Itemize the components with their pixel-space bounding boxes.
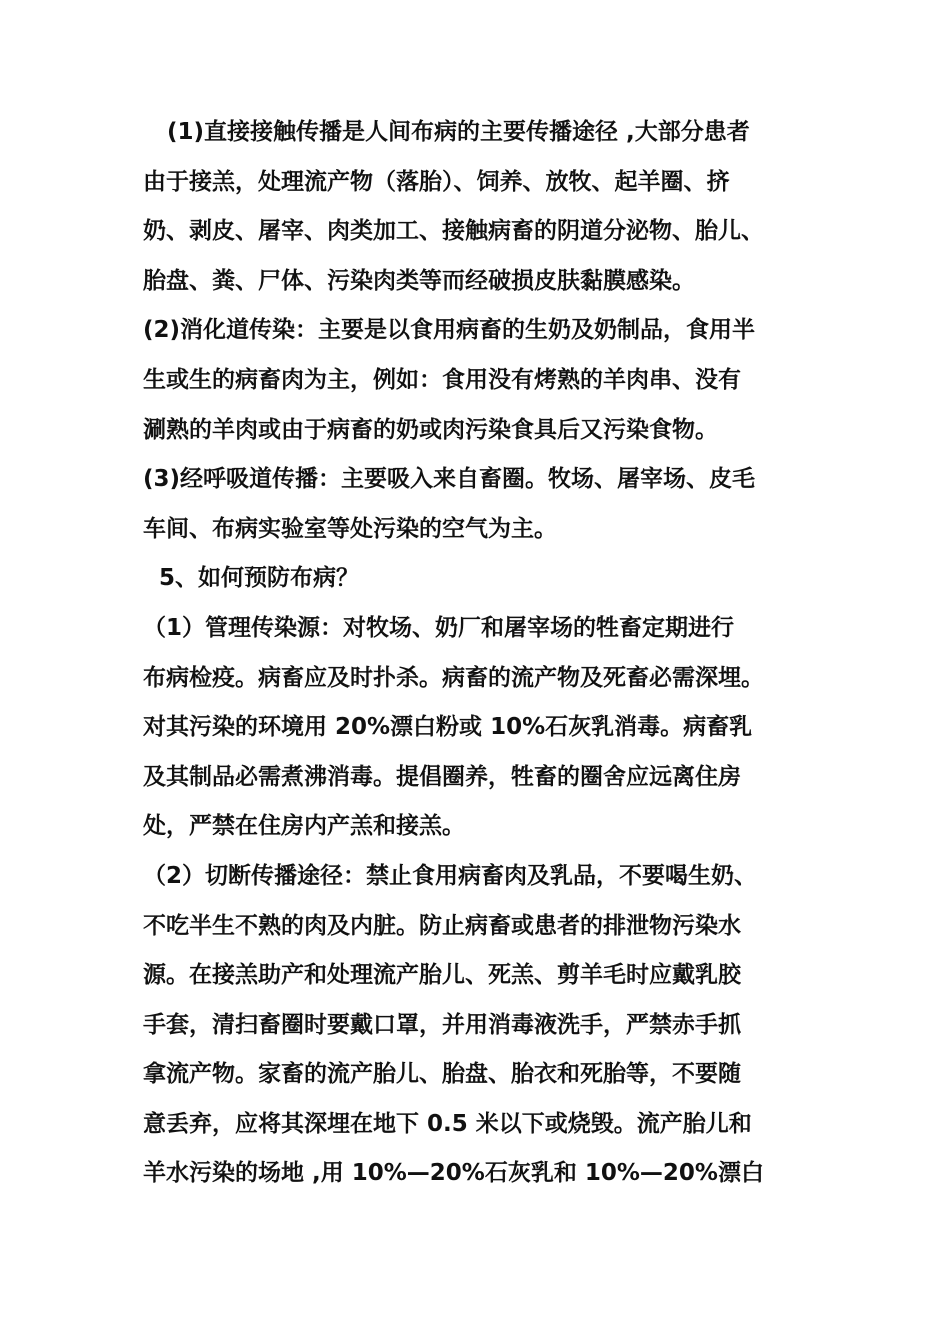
text-line: 羊水污染的场地 ,用 10%—20%石灰乳和 10%—20%漂白 [143, 1160, 764, 1187]
text-line: (2)消化道传染：主要是以食用病畜的生奶及奶制品，食用半 [143, 317, 756, 344]
text-line: (1)直接接触传播是人间布病的主要传播途径 ,大部分患者 [143, 119, 750, 145]
text-line: 不吃半生不熟的肉及内脏。防止病畜或患者的排泄物污染水 [143, 912, 741, 939]
text-line: 手套，清扫畜圈时要戴口罩，并用消毒液洗手，严禁赤手抓 [143, 1011, 741, 1038]
text-line: 拿流产物。家畜的流产胎儿、胎盘、胎衣和死胎等，不要随 [143, 1061, 741, 1088]
text-line: 车间、布病实验室等处污染的空气为主。 [143, 515, 557, 542]
text-line: 胎盘、粪、尸体、污染肉类等而经破损皮肤黏膜感染。 [143, 267, 695, 294]
text-line: 由于接羔，处理流产物（落胎）、饲养、放牧、起羊圈、挤 [143, 168, 730, 195]
text-line: （2）切断传播途径：禁止食用病畜肉及乳品，不要喝生奶、 [143, 862, 758, 889]
text-line: 奶、剥皮、屠宰、肉类加工、接触病畜的阴道分泌物、胎儿、 [143, 218, 764, 245]
text-line: 源。在接羔助产和处理流产胎儿、死羔、剪羊毛时应戴乳胶 [143, 962, 741, 989]
text-line: (3)经呼吸道传播：主要吸入来自畜圈。牧场、屠宰场、皮毛 [143, 466, 756, 493]
text-line: 及其制品必需煮沸消毒。提倡圈养，牲畜的圈舍应远离住房 [143, 763, 741, 790]
text-line: 处，严禁在住房内产羔和接羔。 [143, 813, 465, 840]
text-line: 意丢弃，应将其深埋在地下 0.5 米以下或烧毁。流产胎儿和 [143, 1110, 752, 1137]
text-line: 涮熟的羊肉或由于病畜的奶或肉污染食具后又污染食物。 [143, 416, 718, 443]
document-body [143, 108, 807, 1199]
text-line: 布病检疫。病畜应及时扑杀。病畜的流产物及死畜必需深埋。 [143, 664, 764, 691]
text-line: 对其污染的环境用 20%漂白粉或 10%石灰乳消毒。病畜乳 [143, 714, 753, 741]
text-line: 生或生的病畜肉为主，例如：食用没有烤熟的羊肉串、没有 [143, 366, 741, 393]
section-heading: 5、如何预防布病？ [143, 565, 360, 592]
text-line: （1）管理传染源：对牧场、奶厂和屠宰场的牲畜定期进行 [143, 614, 735, 641]
